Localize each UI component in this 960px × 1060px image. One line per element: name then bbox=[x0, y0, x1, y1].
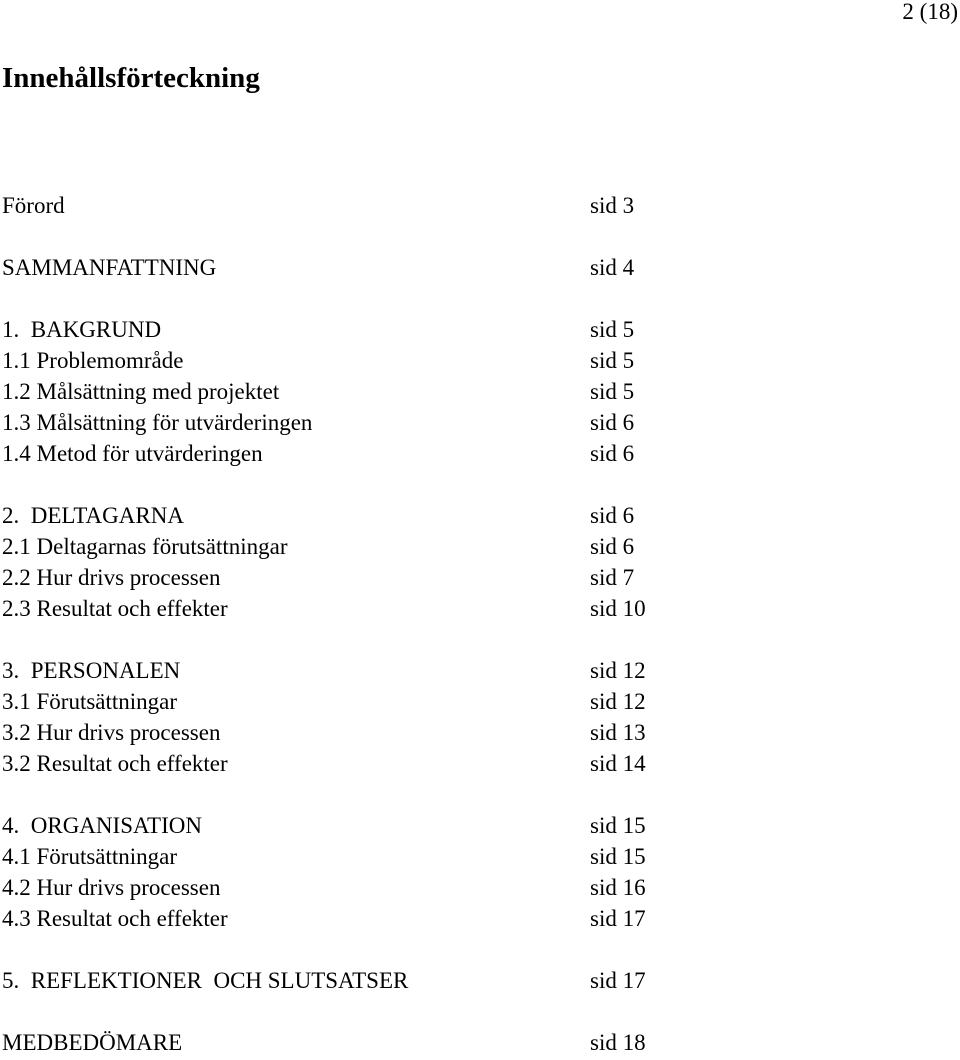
toc-entry-label: 4. ORGANISATION bbox=[2, 813, 202, 838]
toc-entry-page: sid 4 bbox=[590, 255, 635, 280]
toc-entry-page: sid 16 bbox=[590, 875, 646, 900]
toc-entry-page: sid 6 bbox=[590, 410, 635, 435]
toc-entry-medbedomare bbox=[2, 1027, 702, 1058]
toc-entry-page: sid 5 bbox=[590, 348, 635, 373]
toc-entry-page: sid 17 bbox=[590, 968, 646, 993]
toc-entry-label: 3. PERSONALEN bbox=[2, 658, 181, 683]
toc-entry-page: sid 17 bbox=[590, 906, 646, 931]
toc-entry-label: 3.2 Resultat och effekter bbox=[2, 751, 228, 776]
toc-entry-page: sid 6 bbox=[590, 503, 635, 528]
toc-entry-section-3-2 bbox=[2, 717, 702, 748]
toc-entry-section-3-2-resultat bbox=[2, 748, 702, 779]
toc-entry-page: sid 12 bbox=[590, 658, 646, 683]
toc-entry-page: sid 6 bbox=[590, 534, 635, 559]
toc-entry-label: 2.1 Deltagarnas förutsättningar bbox=[2, 534, 288, 559]
toc-entry-label: 1.3 Målsättning för utvärderingen bbox=[2, 410, 313, 435]
toc-entry-section-1-3 bbox=[2, 407, 702, 438]
toc-entry-label: 3.2 Hur drivs processen bbox=[2, 720, 221, 745]
toc-entry-page: sid 18 bbox=[590, 1030, 646, 1055]
toc-entry-section-2 bbox=[2, 500, 702, 531]
toc-entry-section-2-1 bbox=[2, 531, 702, 562]
toc-entry-page: sid 3 bbox=[590, 193, 635, 218]
toc-entry-section-1-1 bbox=[2, 345, 702, 376]
toc-entry-section-4-2 bbox=[2, 872, 702, 903]
toc-entry-section-3 bbox=[2, 655, 702, 686]
toc-entry-sammanfattning bbox=[2, 252, 702, 283]
toc-entry-page: sid 15 bbox=[590, 844, 646, 869]
toc-entry-section-4-1 bbox=[2, 841, 702, 872]
toc-entry-section-4 bbox=[2, 810, 702, 841]
toc-title: Innehållsförteckning bbox=[2, 62, 260, 94]
toc-entry-label: 4.2 Hur drivs processen bbox=[2, 875, 221, 900]
toc-entry-section-5 bbox=[2, 965, 702, 996]
toc-entry-page: sid 6 bbox=[590, 441, 635, 466]
toc-entry-label: Förord bbox=[2, 193, 65, 218]
toc-entry-page: sid 5 bbox=[590, 379, 635, 404]
toc-entry-label: 1.1 Problemområde bbox=[2, 348, 184, 373]
toc-entry-label: 1.4 Metod för utvärderingen bbox=[2, 441, 263, 466]
toc-entry-page: sid 12 bbox=[590, 689, 646, 714]
toc-entry-page: sid 10 bbox=[590, 596, 646, 621]
toc-entry-section-4-3 bbox=[2, 903, 702, 934]
toc-entry-label: 4.1 Förutsättningar bbox=[2, 844, 178, 869]
toc-entry-section-3-1 bbox=[2, 686, 702, 717]
toc-entry-label: 5. REFLEKTIONER OCH SLUTSATSER bbox=[2, 968, 409, 993]
toc-entry-label: 2. DELTAGARNA bbox=[2, 503, 184, 528]
toc-entry-label: 1. BAKGRUND bbox=[2, 317, 162, 342]
toc-entry-section-1-4 bbox=[2, 438, 702, 469]
toc-entry-section-1-2 bbox=[2, 376, 702, 407]
toc-entry-forord bbox=[2, 190, 702, 221]
toc-entry-label: 2.2 Hur drivs processen bbox=[2, 565, 221, 590]
toc-entry-section-1 bbox=[2, 314, 702, 345]
toc-entry-section-2-3 bbox=[2, 593, 702, 624]
toc-entry-label: 4.3 Resultat och effekter bbox=[2, 906, 228, 931]
toc-entry-label: 1.2 Målsättning med projektet bbox=[2, 379, 280, 404]
toc-entry-label: 2.3 Resultat och effekter bbox=[2, 596, 228, 621]
toc-entry-section-2-2 bbox=[2, 562, 702, 593]
toc-entry-page: sid 15 bbox=[590, 813, 646, 838]
toc-entry-page: sid 5 bbox=[590, 317, 635, 342]
toc-entry-label: SAMMANFATTNING bbox=[2, 255, 217, 280]
toc-entry-page: sid 7 bbox=[590, 565, 635, 590]
toc-entry-page: sid 14 bbox=[590, 751, 646, 776]
toc-entry-label: MEDBEDÖMARE bbox=[2, 1030, 183, 1055]
page-number: 2 (18) bbox=[902, 0, 958, 24]
table-of-contents bbox=[2, 190, 702, 1058]
toc-entry-page: sid 13 bbox=[590, 720, 646, 745]
toc-entry-label: 3.1 Förutsättningar bbox=[2, 689, 178, 714]
